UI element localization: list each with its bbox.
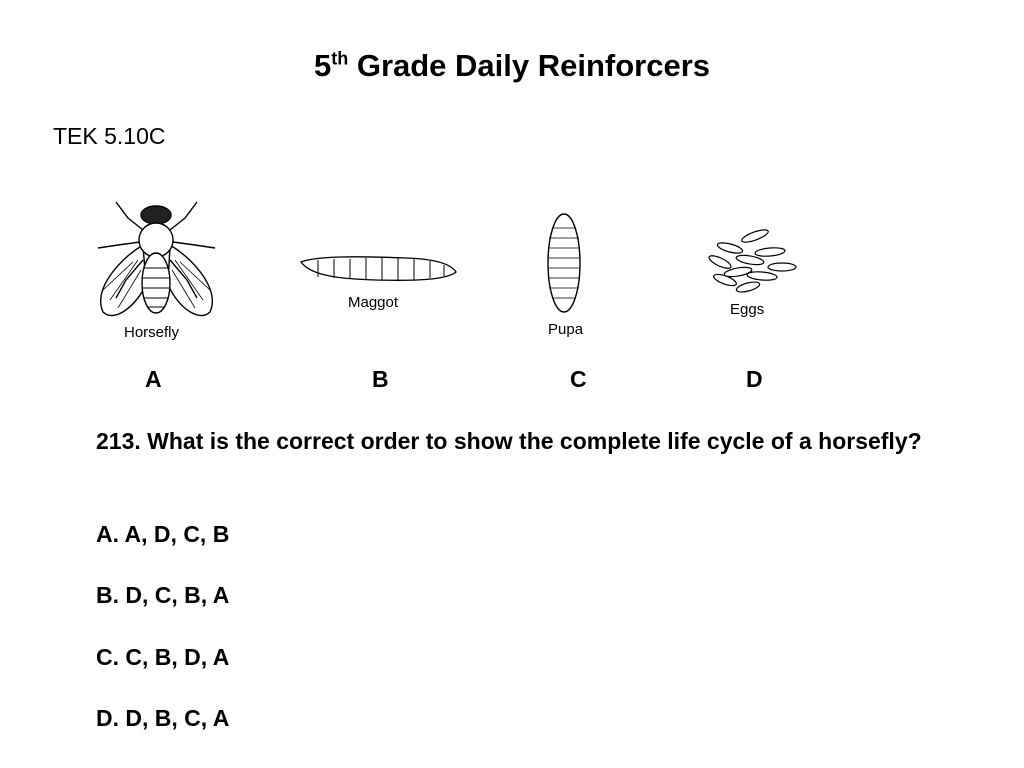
eggs-illustration xyxy=(700,222,805,320)
page-title xyxy=(0,48,1024,84)
tek-code: TEK 5.10C xyxy=(53,123,166,149)
title-superscript: th xyxy=(331,48,349,69)
answer-option-c: C. C, B, D, A xyxy=(96,644,230,670)
pupa-illustration xyxy=(538,210,598,340)
figure-caption-pupa: Pupa xyxy=(548,321,584,338)
figure-letter-b: B xyxy=(372,366,389,392)
answer-option-a: A. A, D, C, B xyxy=(96,521,230,547)
question-text: 213. What is the correct order to show the complete life cycle of a horsefly? xyxy=(96,428,922,454)
figure-letter-a: A xyxy=(145,366,162,392)
answer-option-b: B. D, C, B, A xyxy=(96,582,230,608)
figure-caption-horsefly: Horsefly xyxy=(124,324,180,341)
figure-letter-d: D xyxy=(746,366,763,392)
horsefly-illustration xyxy=(88,190,228,345)
title-text: Grade Daily Reinforcers xyxy=(356,48,711,83)
answer-option-d: D. D, B, C, A xyxy=(96,705,230,731)
title-number: 5 xyxy=(313,48,332,83)
figure-caption-maggot: Maggot xyxy=(348,294,399,311)
figure-caption-eggs: Eggs xyxy=(730,301,765,318)
figure-letter-c: C xyxy=(570,366,587,392)
maggot-illustration xyxy=(296,250,461,312)
